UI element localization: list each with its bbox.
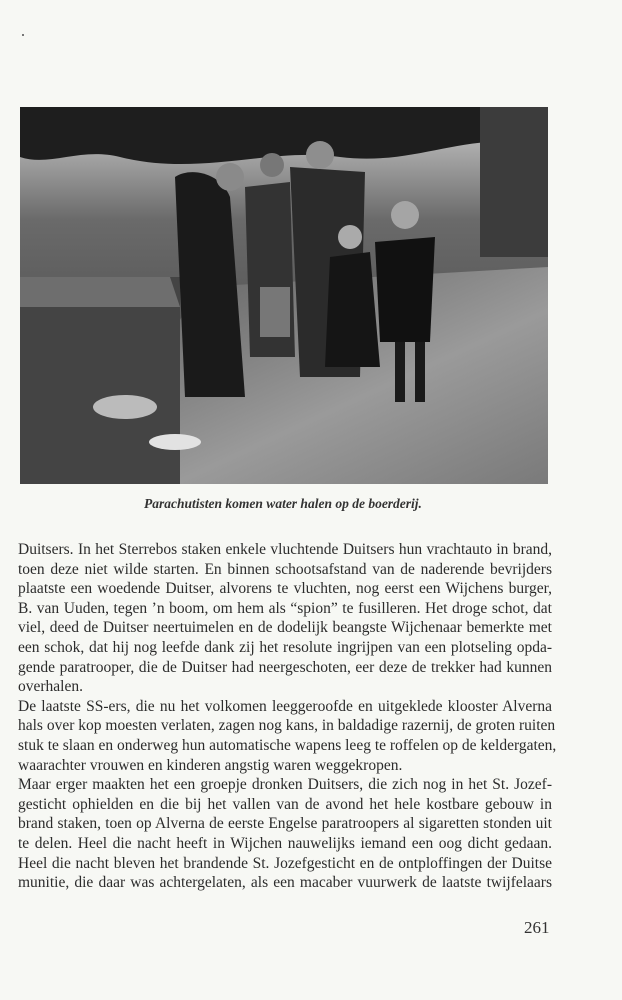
- photo-image: [20, 107, 548, 484]
- text-line: hals over kop moesten verlaten, zagen nog kans, in baldadige razernij, de groten ruiten: [18, 717, 556, 735]
- text-line: toen deze niet wilde starten. En binnen schootsafstand van de naderende bevrijders: [18, 560, 552, 578]
- photograph-paratroopers-farm: [20, 107, 548, 484]
- text-line: plaatste een woedende Duitser, alvorens te vluchten, nog eerst een Wijchens burger,: [18, 580, 552, 598]
- text-line: B. van Uuden, tegen ’n boom, om hem als “spion” te fusilleren. Het droge schot, dat: [18, 599, 552, 617]
- text-line: overhalen.: [18, 678, 83, 696]
- text-line: De laatste SS-ers, die nu het volkomen leeggeroofde en uitgeklede klooster Alverna: [18, 697, 552, 715]
- text-line: Maar erger maakten het een groepje dronken Duitsers, die zich nog in het St. Jozef-: [18, 776, 552, 794]
- text-line: gesticht ophielden en die bij het vallen van de avond het hele kostbare gebouw in: [18, 795, 552, 813]
- text-line: viel, deed de Duitser neertuimelen en de dodelijk beangste Wijchenaar bemerkte met: [18, 619, 552, 637]
- scan-speck: [22, 34, 24, 36]
- text-line: te delen. Heel die nacht heeft in Wijchen nauwelijks iemand een oog dicht gedaan.: [18, 834, 552, 852]
- text-line: brand staken, toen op Alverna de eerste Engelse paratroopers al sigaretten stonden uit: [18, 815, 552, 833]
- text-line: stuk te slaan en onderweg hun automatische wapens leeg te roffelen op de keldergaten,: [18, 736, 557, 754]
- text-line: munitie, die daar was achtergelaten, als een macaber vuurwerk de laatste twijfelaars: [18, 874, 552, 892]
- body-text: [18, 540, 557, 893]
- text-line: Heel die nacht bleven het brandende St. Jozefgesticht en de ontploffingen der Duitse: [18, 854, 552, 872]
- text-line: een schok, dat hij nog leefde dank zij het resolute ingrijpen van een plotseling opda-: [18, 638, 552, 656]
- photo-caption: Parachutisten komen water halen op de boerderij.: [144, 496, 422, 511]
- text-line: gende paratrooper, die de Duitser had neergeschoten, eer deze de trekker had kunnen: [18, 658, 552, 676]
- text-line: waarachter vrouwen en kinderen angstig waren weggekropen.: [18, 756, 403, 774]
- text-line: Duitsers. In het Sterrebos staken enkele vluchtende Duitsers hun vrachtauto in brand,: [18, 541, 552, 558]
- page-number: 261: [524, 918, 550, 937]
